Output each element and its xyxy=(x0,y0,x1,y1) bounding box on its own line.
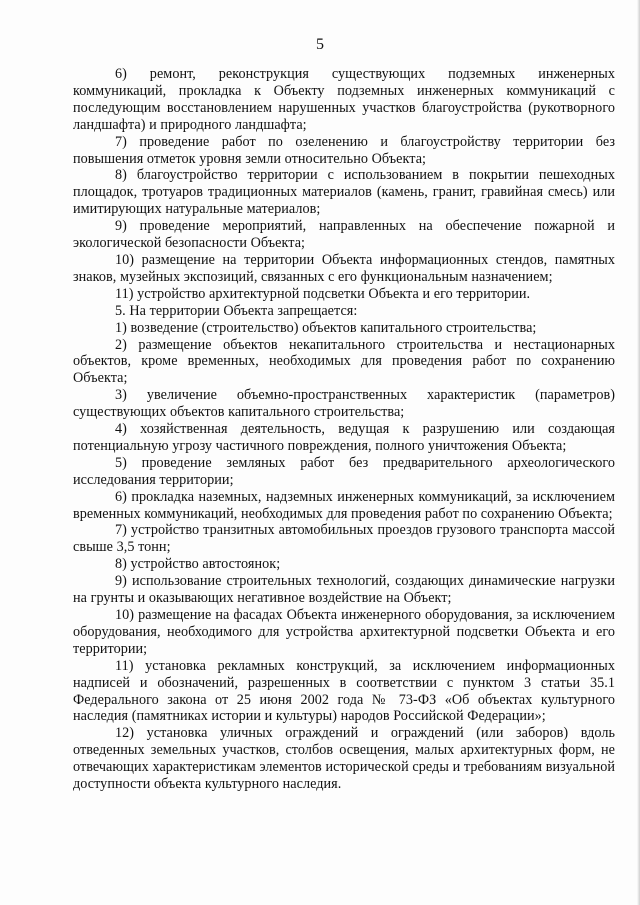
paragraph-item-8-improvement: 8) благоустройство территории с использованием в покрытии пешеходных площадок, тротуаров традиционных материалов (камень, гранит, гравийная смесь) или имитирующих натуральные материалов; xyxy=(73,167,615,218)
paragraph-item-7-landscaping: 7) проведение работ по озеленению и благоустройству территории без повышения отметок уровня земли относительно Объекта; xyxy=(73,133,615,167)
page-number: 5 xyxy=(316,36,324,53)
section-heading-prohibited: 5. На территории Объекта запрещается: xyxy=(115,302,358,319)
prohibited-item-10: 10) размещение на фасадах Объекта инженерного оборудования, за исключением оборудования, необходимого для устройства архитектурной подсветки Объекта и его территории; xyxy=(73,607,615,657)
prohibited-item-8: 8) устройство автостоянок; xyxy=(115,556,281,573)
prohibited-item-1: 1) возведение (строительство) объектов капитального строительства; xyxy=(115,319,537,336)
paragraph-item-6-repair: 6) ремонт, реконструкция существующих подземных инженерных коммуникаций, прокладка к Объекту подземных инженерных коммуникаций с последующим восстановлением нарушенных участков благоустройства (рукотворного ландшафта) и природного ландшафта; xyxy=(73,66,615,133)
prohibited-item-5: 5) проведение земляных работ без предварительного археологического исследования территории; xyxy=(73,454,615,488)
paragraph-item-11-lighting: 11) устройство архитектурной подсветки Объекта и его территории. xyxy=(115,285,531,302)
paragraph-item-9-safety: 9) проведение мероприятий, направленных на обеспечение пожарной и экологической безопасности Объекта; xyxy=(73,218,615,252)
prohibited-item-11: 11) установка рекламных конструкций, за исключением информационных надписей и обозначений, разрешенных в соответствии с пунктом 3 статьи 35.1 Федерального закона от 25 июня 2002 года № 73-ФЗ «Об объектах культурного наследия (памятниках истории и культуры) народов Российской Федерации»; xyxy=(73,657,615,725)
prohibited-item-6: 6) прокладка наземных, надземных инженерных коммуникаций, за исключением временных коммуникаций, необходимых для проведения работ по сохранению Объекта; xyxy=(73,488,615,522)
prohibited-item-2: 2) размещение объектов некапитального строительства и нестационарных объектов, кроме временных, необходимых для проведения работ по сохранению Объекта; xyxy=(73,336,615,387)
prohibited-item-12: 12) установка уличных ограждений и ограждений (или заборов) вдоль отведенных земельных участков, столбов освещения, малых архитектурных форм, не отвечающих характеристикам элементов исторической среды и требованиям визуальной доступности объекта культурного наследия. xyxy=(73,725,615,793)
paragraph-item-10-stands: 10) размещение на территории Объекта информационных стендов, памятных знаков, музейных экспозиций, связанных с его функциональным назначением; xyxy=(73,251,615,285)
prohibited-item-3: 3) увеличение объемно-пространственных характеристик (параметров) существующих объектов капитального строительства; xyxy=(73,387,615,421)
prohibited-item-7: 7) устройство транзитных автомобильных проездов грузового транспорта массой свыше 3,5 тонн; xyxy=(73,522,615,556)
prohibited-item-9: 9) использование строительных технологий, создающих динамические нагрузки на грунты и оказывающих негативное воздействие на Объект; xyxy=(73,573,615,607)
document-body xyxy=(73,66,615,793)
prohibited-item-4: 4) хозяйственная деятельность, ведущая к разрушению или создающая потенциальную угрозу частичного повреждения, полного уничтожения Объекта; xyxy=(73,421,615,454)
